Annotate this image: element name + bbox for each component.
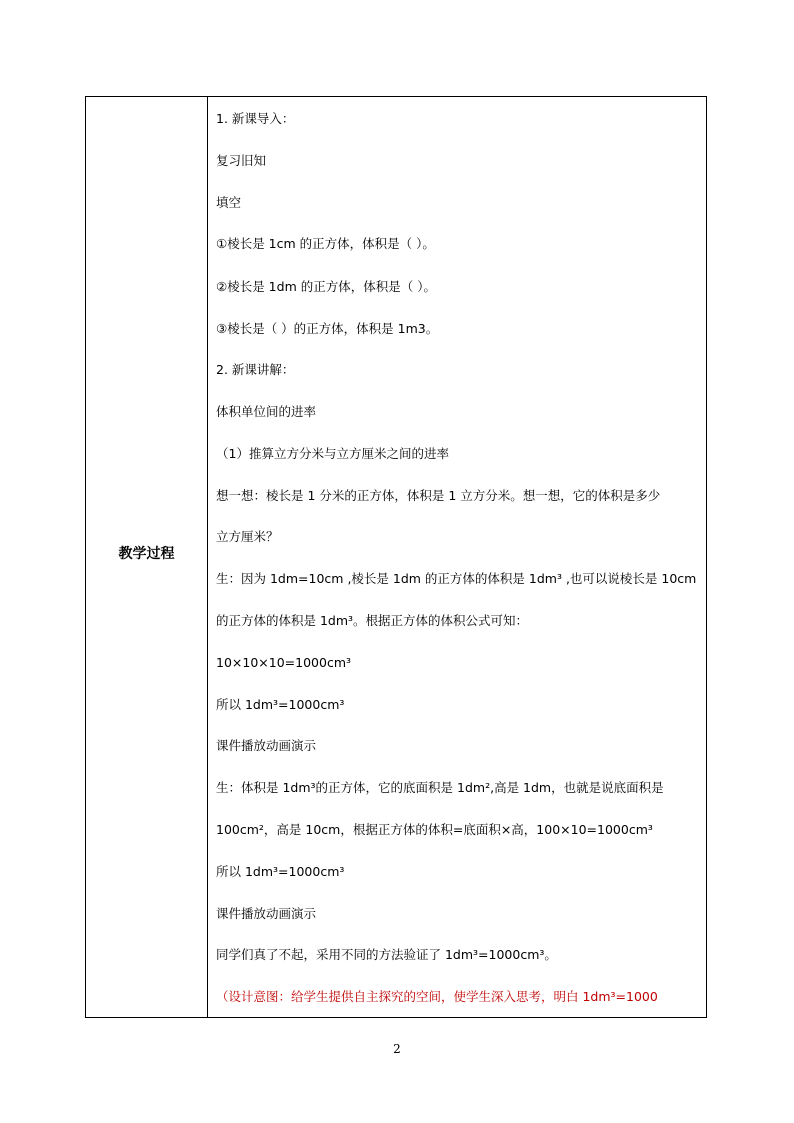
- text-line: 课件播放动画演示: [216, 906, 317, 921]
- text-line: 生：因为 1dm=10cm ,棱长是 1dm 的正方体的体积是 1dm³ ,也可以说棱长是 10cm: [216, 571, 697, 586]
- design-intent-note: （设计意图：给学生提供自主探究的空间，使学生深入思考，明白 1dm³=1000: [216, 989, 658, 1004]
- text-line: ①棱长是 1cm 的正方体，体积是（ ）。: [216, 236, 435, 251]
- text-line: 体积单位间的进率: [216, 404, 317, 419]
- lesson-table: [85, 96, 707, 1018]
- text-line: 填空: [216, 195, 242, 210]
- text-line: 100cm²，高是 10cm，根据正方体的体积=底面积×高，100×10=1000cm³: [216, 822, 653, 837]
- text-line: 同学们真了不起，采用不同的方法验证了 1dm³=1000cm³。: [216, 947, 557, 962]
- text-line: （1）推算立方分米与立方厘米之间的进率: [216, 446, 449, 461]
- text-line: 立方厘米？: [216, 529, 279, 544]
- text-line: 想一想：棱长是 1 分米的正方体，体积是 1 立方分米。想一想，它的体积是多少: [216, 488, 661, 503]
- row-label: 教学过程: [118, 546, 175, 562]
- text-line: 所以 1dm³=1000cm³: [216, 864, 345, 879]
- section-heading: 1. 新课导入：: [216, 111, 295, 126]
- text-line: ②棱长是 1dm 的正方体，体积是（ ）。: [216, 279, 436, 294]
- column-divider: [207, 97, 208, 1017]
- text-line: 课件播放动画演示: [216, 738, 317, 753]
- text-line: 复习旧知: [216, 153, 267, 168]
- text-line: 的正方体的体积是 1dm³。根据正方体的体积公式可知：: [216, 613, 529, 628]
- text-line: 生：体积是 1dm³的正方体，它的底面积是 1dm²,高是 1dm，也就是说底面积是: [216, 780, 664, 795]
- text-line: 10×10×10=1000cm³: [216, 655, 352, 670]
- section-heading: 2. 新课讲解：: [216, 362, 295, 377]
- text-line: ③棱长是（ ）的正方体，体积是 1m3。: [216, 321, 439, 336]
- text-line: 所以 1dm³=1000cm³: [216, 697, 345, 712]
- page-number: 2: [393, 1042, 401, 1056]
